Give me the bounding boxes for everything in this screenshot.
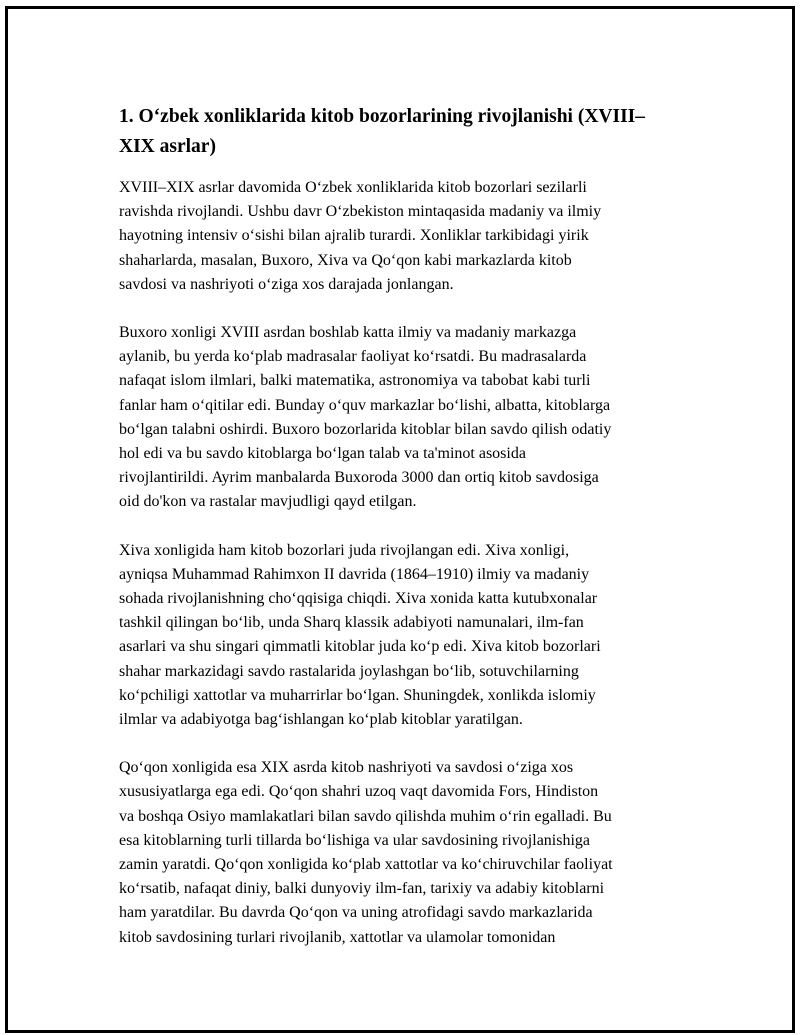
text-line: Buxoro xonligi XVIII asrdan boshlab katta ilmiy va madaniy markazga [119, 324, 577, 342]
text-line: bo‘lgan talabni oshirdi. Buxoro bozorlarida kitoblar bilan savdo qilish odatiy [119, 420, 612, 438]
text-line: zamin yaratdi. Qo‘qon xonligida ko‘plab xattotlar va ko‘chiruvchilar faoliyat [119, 856, 613, 874]
text-line: hayotning intensiv o‘sishi bilan ajralib turardi. Xonliklar tarkibidagi yirik [119, 227, 589, 245]
text-line: ilmlar va adabiyotga bag‘ishlangan ko‘plab kitoblar yaratilgan. [119, 711, 523, 729]
text-line: savdosi va nashriyoti o‘ziga xos darajada jonlangan. [119, 275, 454, 293]
text-line: ko‘rsatib, nafaqat diniy, balki dunyoviy ilm-fan, tarixiy va adabiy kitoblarni [119, 880, 605, 898]
text-line: oid do'kon va rastalar mavjudligi qayd etilgan. [119, 493, 417, 511]
text-line: ham yaratdilar. Bu davrda Qo‘qon va uning atrofidagi savdo markazlarida [119, 904, 593, 922]
text-line: Qo‘qon xonligida esa XIX asrda kitob nashriyoti va savdosi o‘ziga xos [119, 759, 574, 777]
text-line: kitob savdosining turlari rivojlanib, xattotlar va ulamolar tomonidan [119, 928, 556, 946]
paragraph-bukhara [119, 321, 719, 515]
text-line: ko‘pchiligi xattotlar va muharrirlar bo‘lgan. Shuningdek, xonlikda islomiy [119, 686, 596, 704]
section-heading [119, 102, 719, 162]
paragraph-kokand [119, 756, 719, 950]
document-body [119, 102, 719, 974]
heading-line: XIX asrlar) [119, 136, 216, 157]
text-line: shaharlarda, masalan, Buxoro, Xiva va Qo‘qon kabi markazlarda kitob [119, 251, 572, 269]
text-line: ayniqsa Muhammad Rahimxon II davrida (1864–1910) ilmiy va madaniy [119, 565, 590, 583]
heading-line: 1. O‘zbek xonliklarida kitob bozorlarining rivojlanishi (XVIII– [119, 106, 646, 127]
paragraph-khiva [119, 539, 719, 733]
text-line: esa kitoblarning turli tillarda bo‘lishiga va ular savdosining rivojlanishiga [119, 831, 591, 849]
page-frame [5, 6, 795, 1033]
text-line: va boshqa Osiyo mamlakatlari bilan savdo qilishda muhim o‘rin egalladi. Bu [119, 807, 612, 825]
text-line: Xiva xonligida ham kitob bozorlari juda rivojlangan edi. Xiva xonligi, [119, 541, 570, 559]
text-line: nafaqat islom ilmlari, balki matematika, astronomiya va tabobat kabi turli [119, 372, 591, 390]
text-line: shahar markazidagi savdo rastalarida joylashgan bo‘lib, sotuvchilarning [119, 662, 579, 680]
text-line: tashkil qilingan bo‘lib, unda Sharq klassik adabiyoti namunalari, ilm-fan [119, 614, 584, 632]
text-line: aylanib, bu yerda ko‘plab madrasalar faoliyat ko‘rsatdi. Bu madrasalarda [119, 348, 587, 366]
text-line: rivojlantirildi. Ayrim manbalarda Buxoroda 3000 dan ortiq kitob savdosiga [119, 469, 599, 487]
text-line: ravishda rivojlandi. Ushbu davr O‘zbekiston mintaqasida madaniy va ilmiy [119, 203, 602, 221]
text-line: hol edi va bu savdo kitoblarga bo‘lgan talab va ta'minot asosida [119, 445, 526, 463]
text-line: sohada rivojlanishning cho‘qqisiga chiqdi. Xiva xonida katta kutubxonalar [119, 590, 598, 608]
text-line: xususiyatlarga ega edi. Qo‘qon shahri uzoq vaqt davomida Fors, Hindiston [119, 783, 599, 801]
text-line: fanlar ham o‘qitilar edi. Bunday o‘quv markazlar bo‘lishi, albatta, kitoblarga [119, 396, 611, 414]
text-line: asarlari va shu singari qimmatli kitoblar juda ko‘p edi. Xiva kitob bozorlari [119, 638, 601, 656]
paragraph-intro [119, 176, 719, 297]
text-line: XVIII–XIX asrlar davomida O‘zbek xonliklarida kitob bozorlari sezilarli [119, 179, 587, 196]
